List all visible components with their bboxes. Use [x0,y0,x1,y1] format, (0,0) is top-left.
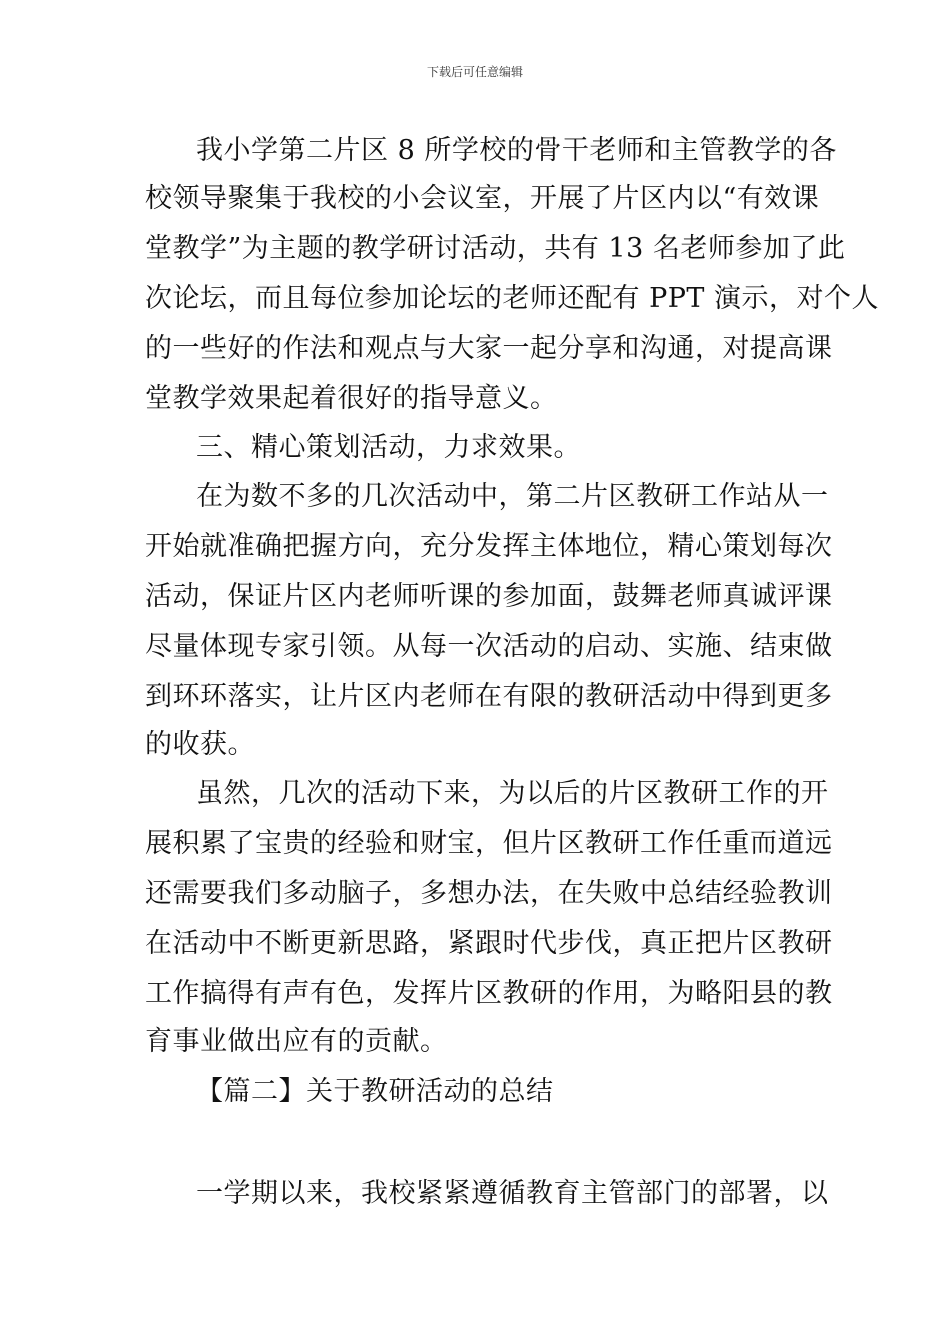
body-text-line: 虽然，几次的活动下来，为以后的片区教研工作的开 [196,778,829,809]
body-text-line: 的收获。 [145,729,255,760]
body-text-line: 我小学第二片区 8 所学校的骨干老师和主管教学的各 [196,135,837,166]
body-text-line: 到环环落实，让片区内老师在有限的教研活动中得到更多 [145,681,833,712]
body-text-line: 一学期以来，我校紧紧遵循教育主管部门的部署，以 [196,1178,829,1209]
section-heading: 【篇二】关于教研活动的总结 [196,1076,554,1107]
body-text-line: 活动，保证片区内老师听课的参加面，鼓舞老师真诚评课 [145,581,833,612]
body-text-line: 尽量体现专家引领。从每一次活动的启动、实施、结束做 [145,631,833,662]
section-heading: 三、精心策划活动，力求效果。 [196,432,581,463]
body-text-line: 堂教学效果起着很好的指导意义。 [145,383,558,414]
body-text-line: 校领导聚集于我校的小会议室，开展了片区内以“有效课 [145,183,820,214]
body-text-line: 在为数不多的几次活动中，第二片区教研工作站从一 [196,481,829,512]
body-text-line: 育事业做出应有的贡献。 [145,1026,448,1057]
body-text-line: 展积累了宝贵的经验和财宝，但片区教研工作任重而道远 [145,828,833,859]
page-header: 下载后可任意编辑 [426,65,523,79]
body-text-line: 工作搞得有声有色，发挥片区教研的作用，为略阳县的教 [145,978,833,1009]
body-text-line: 堂教学”为主题的教学研讨活动，共有 13 名老师参加了此 [145,233,846,264]
body-text-line: 在活动中不断更新思路，紧跟时代步伐，真正把片区教研 [145,928,833,959]
body-text-line: 开始就准确把握方向，充分发挥主体地位，精心策划每次 [145,531,833,562]
body-text-line: 还需要我们多动脑子，多想办法，在失败中总结经验教训 [145,878,833,909]
body-text-line: 的一些好的作法和观点与大家一起分享和沟通，对提高课 [145,333,833,364]
body-text-line: 次论坛，而且每位参加论坛的老师还配有 PPT 演示，对个人 [145,283,880,314]
